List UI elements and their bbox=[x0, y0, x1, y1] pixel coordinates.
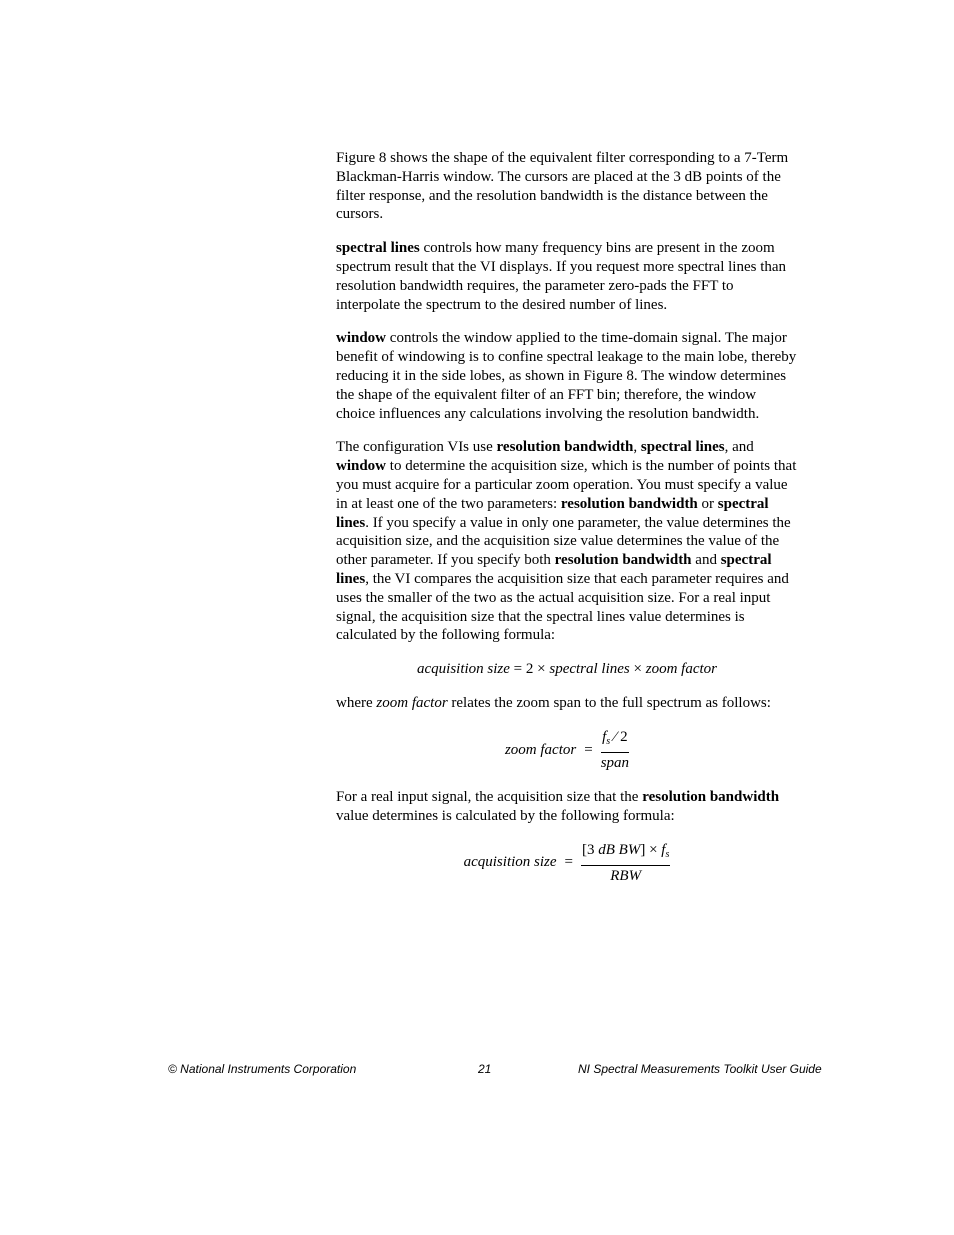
paragraph-spectral-lines bbox=[336, 239, 798, 314]
paragraph-real-input bbox=[336, 788, 798, 826]
eq-fs: f bbox=[661, 841, 666, 858]
term-resolution-bandwidth: resolution bandwidth bbox=[554, 552, 692, 569]
eq-equals: = bbox=[584, 741, 593, 758]
term-spectral-lines: spectral lines bbox=[336, 495, 769, 531]
paragraph-figure8: Figure 8 shows the shape of the equivalent filter corresponding to a 7-Term Blackman-Harris window. The cursors are placed at the 3 dB points of the filter response, and the resolution bandwidth is the distance between the cursors. bbox=[336, 150, 789, 223]
eq-subscript: s bbox=[665, 848, 670, 860]
body-column bbox=[336, 149, 798, 901]
text-run: where bbox=[336, 695, 377, 712]
eq-fs: f bbox=[602, 728, 607, 745]
equation-acquisition-size-rbw bbox=[336, 841, 798, 885]
term-resolution-bandwidth: resolution bandwidth bbox=[560, 495, 698, 512]
eq-db-bw: dB BW bbox=[598, 841, 641, 858]
eq-subscript: s bbox=[606, 735, 611, 747]
term-spectral-lines: spectral lines bbox=[336, 240, 420, 257]
eq-lhs: zoom factor bbox=[504, 741, 577, 758]
eq-equals: = bbox=[509, 661, 526, 678]
text-run: , the VI compares the acquisition size that each parameter requires and uses the smaller of the two as the actual acquisition size. For a real input signal, the acquisition size that the spectral lines value determines is calculated by the following formula: bbox=[336, 570, 789, 644]
term-spectral-lines: spectral lines bbox=[640, 439, 725, 456]
paragraph-text: controls the window applied to the time-domain signal. The major benefit of windowing is to confine spectral leakage to the main lobe, thereby reducing it in the side lobes, as shown in Figure 8. The window determines the shape of the equivalent filter of an FFT bin; therefore, the window choice influences any calculations involving the resolution bandwidth. bbox=[336, 330, 797, 422]
term-resolution-bandwidth: resolution bandwidth bbox=[642, 788, 780, 805]
footer-guide-title: NI Spectral Measurements Toolkit User Guide bbox=[578, 1062, 822, 1076]
term-window: window bbox=[336, 330, 387, 347]
text-run: and bbox=[691, 552, 721, 569]
eq-close: ] × bbox=[640, 841, 662, 858]
eq-num-rest: ⁄ 2 bbox=[610, 728, 628, 745]
paragraph-where bbox=[336, 694, 798, 713]
paragraph-configuration bbox=[336, 438, 798, 645]
text-run: value determines is calculated by the following formula: bbox=[336, 807, 675, 824]
text-run: The configuration VIs use bbox=[336, 439, 497, 456]
eq-lhs: acquisition size bbox=[463, 854, 557, 871]
fraction-denominator: span bbox=[600, 754, 630, 771]
eq-lhs: acquisition size bbox=[417, 661, 510, 678]
paragraph-text: controls how many frequency bins are present in the zoom spectrum result that the VI displays. If you request more spectral lines than resolution bandwidth requires, the parameter zero-pads the FFT to interpolate the spectrum to the desired number of lines. bbox=[336, 240, 787, 313]
text-run: . If you specify a value in only one parameter, the value determines the acquisition size, and the acquisition size value determines the value of the other parameter. If you specify both bbox=[336, 514, 791, 569]
text-run: For a real input signal, the acquisition size that the bbox=[336, 788, 643, 805]
fraction-numerator bbox=[581, 841, 670, 866]
eq-times: × bbox=[629, 661, 646, 678]
equation-acquisition-size-lines bbox=[336, 660, 798, 682]
text-run: to determine the acquisition size, which is the number of points that you must acquire for a particular zoom operation. You must specify a value in at least one of the two parameters: bbox=[336, 458, 797, 512]
term-window: window bbox=[336, 458, 387, 475]
term-zoom-factor: zoom factor bbox=[376, 695, 448, 712]
eq-times: × bbox=[533, 661, 550, 678]
text-run: , bbox=[633, 439, 641, 456]
equation-zoom-factor bbox=[336, 728, 798, 772]
eq-open: [3 bbox=[582, 841, 599, 858]
text-run: or bbox=[697, 495, 718, 512]
fraction bbox=[581, 841, 670, 885]
term-spectral-lines: spectral lines bbox=[336, 552, 772, 587]
fraction-denominator: RBW bbox=[610, 867, 642, 884]
paragraph-window bbox=[336, 329, 798, 423]
eq-equals: = bbox=[564, 854, 573, 871]
eq-zoom-factor: zoom factor bbox=[645, 661, 717, 678]
footer-copyright: © National Instruments Corporation bbox=[168, 1062, 357, 1076]
eq-two: 2 bbox=[525, 661, 534, 678]
eq-spectral-lines: spectral lines bbox=[549, 661, 630, 678]
text-run: relates the zoom span to the full spectrum as follows: bbox=[447, 695, 771, 712]
fraction bbox=[601, 728, 629, 772]
footer-page-number: 21 bbox=[478, 1062, 492, 1076]
text-run: , and bbox=[724, 439, 754, 456]
term-resolution-bandwidth: resolution bandwidth bbox=[496, 439, 634, 456]
fraction-numerator bbox=[601, 728, 629, 753]
